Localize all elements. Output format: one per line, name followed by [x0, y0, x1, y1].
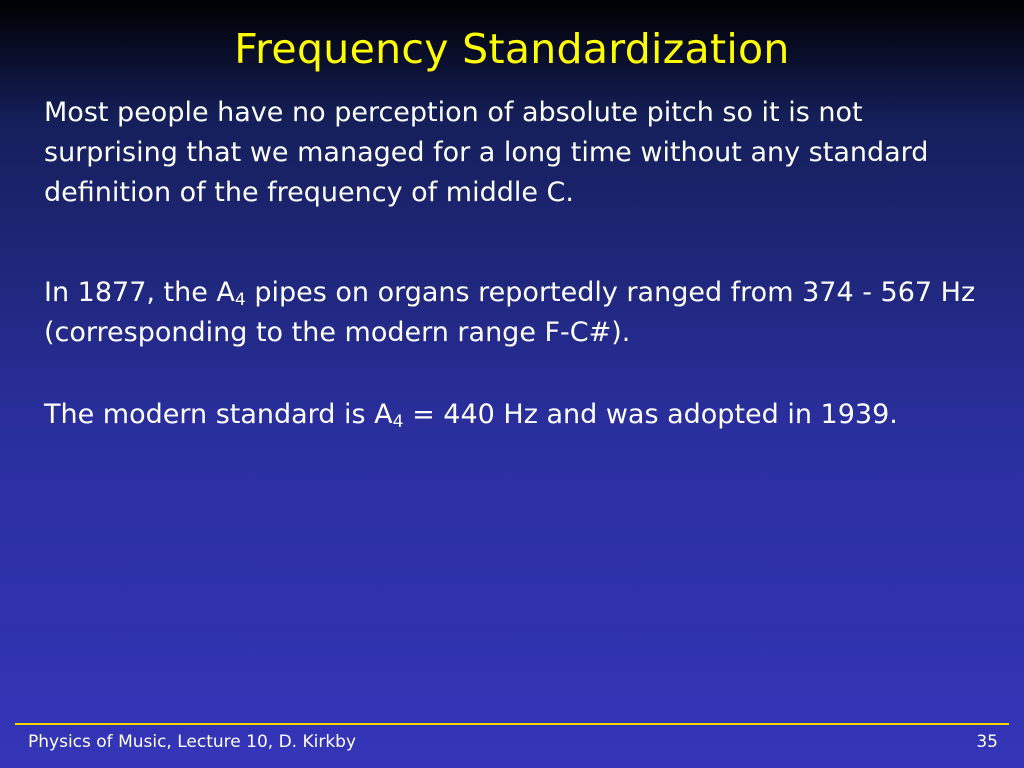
paragraph-2-post: pipes on organs reportedly ranged from 374 - 567 Hz (corresponding to the modern range F-C#). — [44, 277, 976, 348]
paragraph-1877-organ-pipes — [44, 273, 994, 353]
paragraph-modern-standard — [44, 395, 994, 435]
paragraph-3-post: = 440 Hz and was adopted in 1939. — [403, 399, 898, 430]
slide-number: 35 — [976, 732, 998, 752]
footer-divider — [15, 723, 1009, 725]
paragraph-2-subscript: 4 — [234, 290, 246, 310]
paragraph-2-pre: In 1877, the A — [44, 277, 235, 308]
paragraph-1-text: Most people have no perception of absolute pitch so it is not surprising that we managed for a long time without any standard definition of the frequency of middle C. — [44, 97, 929, 208]
footer-course-info: Physics of Music, Lecture 10, D. Kirkby — [28, 732, 357, 752]
paragraph-3-subscript: 4 — [392, 412, 404, 432]
paragraph-absolute-pitch — [44, 93, 994, 213]
slide-title: Frequency Standardization — [234, 25, 790, 73]
paragraph-3-pre: The modern standard is A — [44, 399, 393, 430]
